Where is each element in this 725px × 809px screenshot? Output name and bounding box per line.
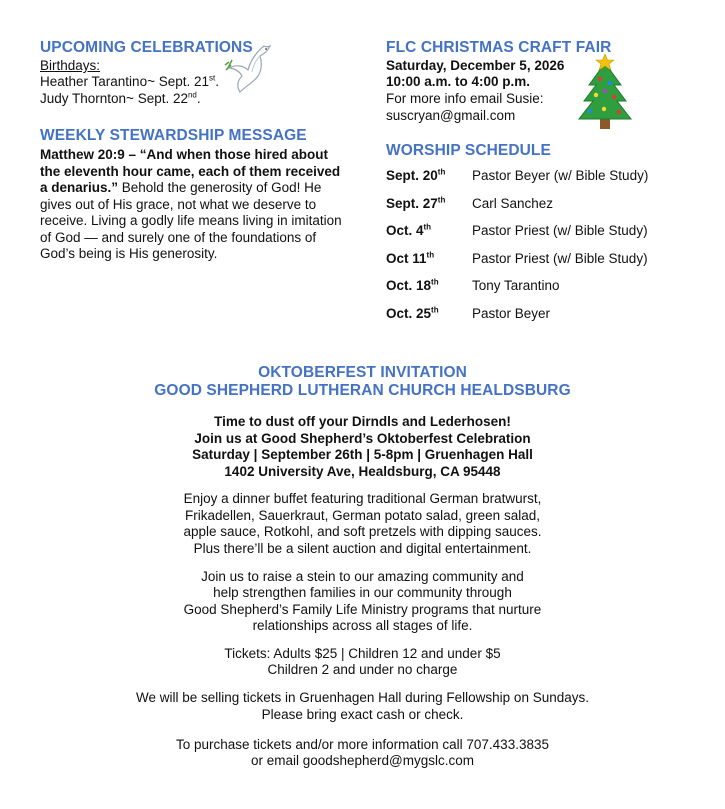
birthdays-label: Birthdays: [40,58,101,73]
craft-fair-date: Saturday, December 5, 2026 [386,58,565,73]
craft-fair-time: 10:00 a.m. to 4:00 p.m. [386,74,531,89]
oktoberfest-heading: OKTOBERFEST INVITATION [258,364,467,381]
community-line: relationships across all stages of life. [252,618,473,633]
contact-line: To purchase tickets and/or more information call 707.433.3835 [176,737,549,752]
menu-line: Plus there’ll be a silent auction and digital entertainment. [193,541,532,556]
church-heading: GOOD SHEPHERD LUTHERAN CHURCH HEALDSBURG [154,382,571,399]
celebrations-heading: UPCOMING CELEBRATIONS [40,39,253,56]
birthday-entry: Heather Tarantino~ Sept. 21st. [40,73,219,89]
craft-fair-info: For more info email Susie: [386,91,544,106]
community-line: Join us to raise a stein to our amazing community and [201,569,524,584]
menu-line: Enjoy a dinner buffet featuring traditional German bratwurst, [183,491,542,506]
craft-fair-email[interactable]: suscryan@gmail.com [386,108,516,123]
contact-line: or email goodshepherd@mygslc.com [250,753,475,768]
selling-line: Please bring exact cash or check. [261,707,464,722]
invite-line: 1402 University Ave, Healdsburg, CA 95448 [224,464,501,479]
selling-line: We will be selling tickets in Gruenhagen Hall during Fellowship on Sundays. [136,690,589,705]
worship-heading: WORSHIP SCHEDULE [386,142,551,159]
christmas-tree-icon [574,53,636,133]
stewardship-body: Behold the generosity of God! He gives out of His grace, not what we deserve to receive. Living a godly life means living in imitation of God — and surely one of the foundations of God’s being is His generosity. [40,180,342,261]
birthday-entry: Judy Thornton~ Sept. 22nd. [40,90,201,106]
ticket-line: Tickets: Adults $25 | Children 12 and under $5 [224,646,501,661]
stewardship-heading: WEEKLY STEWARDSHIP MESSAGE [40,127,307,144]
menu-line: Frikadellen, Sauerkraut, German potato salad, green salad, [185,508,540,523]
community-line: Good Shepherd’s Family Life Ministry programs that nurture [183,602,542,617]
stewardship-message [40,147,350,263]
invite-line: Time to dust off your Dirndls and Lederhosen! [214,414,511,429]
craft-fair-heading: FLC CHRISTMAS CRAFT FAIR [386,39,612,56]
stewardship-verse: Matthew 20:9 – “And when those hired about the eleventh hour came, each of them received a denarius.” [40,147,341,195]
community-line: help strengthen families in our community through [213,585,512,600]
ticket-line: Children 2 and under no charge [267,662,458,677]
invite-line: Saturday | September 26th | 5-8pm | Gruenhagen Hall [192,447,533,462]
invite-line: Join us at Good Shepherd’s Oktoberfest Celebration [194,431,531,446]
dove-icon [220,42,272,98]
menu-line: apple sauce, Rotkohl, and soft pretzels with dipping sauces. [183,524,542,539]
